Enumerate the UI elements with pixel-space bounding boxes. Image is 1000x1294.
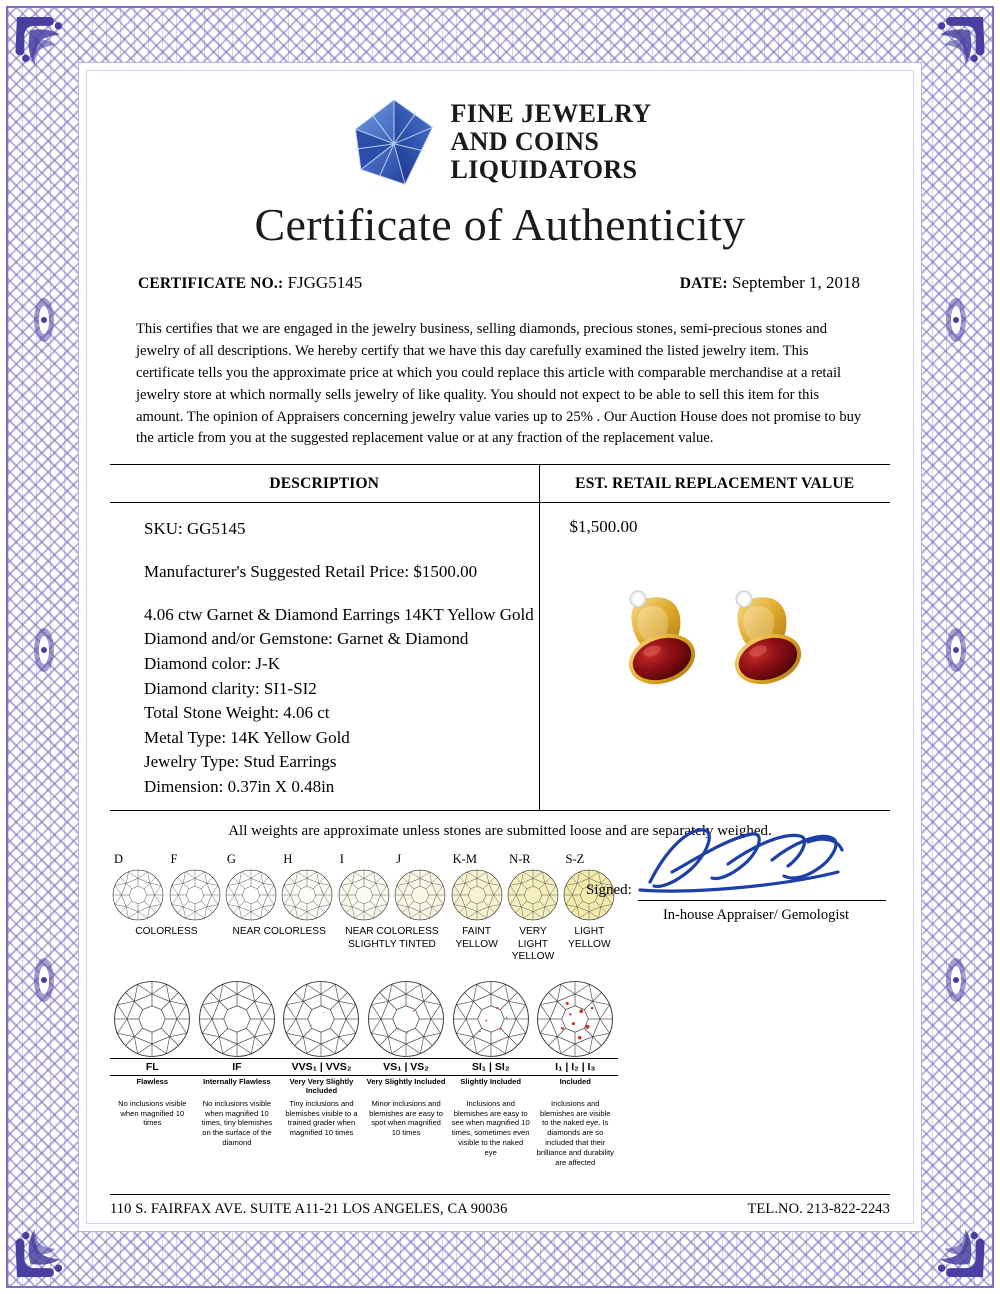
clarity-grade-diamond bbox=[279, 980, 364, 1058]
diamond-illustration-icon bbox=[281, 869, 333, 921]
page-title: Certificate of Authenticity bbox=[254, 199, 746, 250]
color-grade: G bbox=[226, 851, 236, 866]
color-label: FAINT YELLOW bbox=[455, 925, 498, 950]
side-ornament-icon bbox=[936, 950, 976, 1010]
date-value: September 1, 2018 bbox=[732, 273, 860, 292]
corner-ornament-icon bbox=[14, 14, 88, 88]
description-cell bbox=[110, 503, 539, 810]
date-label: DATE: bbox=[679, 275, 728, 292]
color-grade-diamond bbox=[110, 869, 166, 921]
color-grade-diamond bbox=[448, 869, 504, 921]
column-header-value: EST. RETAIL REPLACEMENT VALUE bbox=[539, 465, 890, 503]
clarity-subtitle: Very Slightly Included bbox=[366, 1076, 446, 1086]
detail-line: Total Stone Weight: 4.06 ct bbox=[144, 703, 330, 723]
clarity-stone-row bbox=[110, 980, 618, 1058]
color-grade-diamond bbox=[336, 869, 392, 921]
footer bbox=[110, 1194, 890, 1218]
clarity-grade: FL bbox=[145, 1060, 159, 1073]
color-label: NEAR COLORLESS SLIGHTLY TINTED bbox=[345, 925, 439, 950]
description-table bbox=[110, 465, 890, 809]
grading-scales bbox=[110, 852, 890, 1182]
diamond-illustration-icon bbox=[169, 869, 221, 921]
certificate-content bbox=[100, 82, 900, 1217]
clarity-grade: I₁ | I₂ | I₃ bbox=[555, 1060, 596, 1073]
signature-rule bbox=[638, 899, 886, 901]
column-header-description: DESCRIPTION bbox=[110, 465, 539, 503]
side-ornament-icon bbox=[24, 950, 64, 1010]
color-grade-diamond bbox=[166, 869, 222, 921]
color-grade: K-M bbox=[452, 851, 477, 866]
description-list bbox=[110, 517, 539, 799]
value-cell bbox=[539, 503, 890, 810]
color-grade-letters bbox=[110, 852, 618, 867]
diamond-illustration-icon bbox=[112, 869, 164, 921]
detail-line: Diamond clarity: SI1-SI2 bbox=[144, 678, 317, 698]
detail-line: Diamond and/or Gemstone: Garnet & Diamond bbox=[144, 629, 469, 649]
jewelry-photo bbox=[600, 563, 830, 733]
color-grade: H bbox=[283, 851, 293, 866]
clarity-grade: VVS₁ | VVS₂ bbox=[291, 1060, 352, 1073]
signature-title: In-house Appraiser/ Gemologist bbox=[662, 906, 850, 923]
signature-label: Signed: bbox=[586, 881, 632, 898]
logo-line-1: FINE JEWELRY bbox=[450, 98, 652, 128]
side-ornament-icon bbox=[24, 620, 64, 680]
diamond-illustration-icon bbox=[394, 869, 446, 921]
clarity-subtitle: Flawless bbox=[136, 1076, 169, 1086]
certificate-number-label: CERTIFICATE NO.: bbox=[138, 275, 284, 292]
clarity-description-row bbox=[110, 1097, 618, 1170]
certificate-number bbox=[138, 273, 362, 293]
detail-line: Jewelry Type: Stud Earrings bbox=[144, 752, 337, 772]
color-grade-diamond bbox=[279, 869, 335, 921]
color-grade-diamond bbox=[223, 869, 279, 921]
msrp-text: Manufacturer's Suggested Retail Price: $1500.00 bbox=[144, 561, 478, 581]
diamond-illustration-icon bbox=[507, 869, 559, 921]
clarity-subtitle: Internally Flawless bbox=[203, 1076, 271, 1086]
certificate-date bbox=[680, 273, 860, 293]
certification-statement: This certifies that we are engaged in the jewelry business, selling diamonds, precious stones, semi-precious stones and jewelry of all descriptions. We hereby certify that we have this day carefully examined the listed jewelry item. This certificate tells you the approximate price at which you could replace this article with comparable merchandise at a retail jewelry store at which normally sells jewelry of like quality. You should not expect to be able to sell this item for this amount. The opinion of Appraisers concerning jewelry value varies up to 25% . Our Auction House does not promise to buy the article from you at the suggested replacement value or at any fraction of the replacement value. bbox=[136, 321, 862, 447]
table-row bbox=[110, 503, 890, 810]
clarity-grade: VS₁ | VS₂ bbox=[383, 1060, 429, 1073]
diamond-illustration-icon bbox=[536, 980, 614, 1058]
color-grading-scale bbox=[110, 852, 618, 964]
color-grade: I bbox=[339, 851, 344, 866]
detail-line: 4.06 ctw Garnet & Diamond Earrings 14KT Yellow Gold bbox=[144, 604, 534, 624]
color-grade: D bbox=[114, 851, 124, 866]
diamond-illustration-icon bbox=[338, 869, 390, 921]
footer-phone: TEL.NO. 213-822-2243 bbox=[747, 1201, 890, 1217]
retail-value: $1,500.00 bbox=[569, 517, 638, 537]
detail-line: Dimension: 0.37in X 0.48in bbox=[144, 777, 335, 797]
corner-ornament-icon bbox=[912, 14, 986, 88]
diamond-illustration-icon bbox=[198, 980, 276, 1058]
sku-text: SKU: GG5145 bbox=[144, 519, 246, 539]
clarity-subtitle: Very Very Slightly Included bbox=[289, 1076, 354, 1095]
diamond-illustration-icon bbox=[225, 869, 277, 921]
clarity-grade-diamond bbox=[533, 980, 618, 1058]
diamond-illustration-icon bbox=[367, 980, 445, 1058]
footer-address: 110 S. FAIRFAX AVE. SUITE A11-21 LOS ANGELES, CA 90036 bbox=[110, 1201, 508, 1217]
detail-line: Metal Type: 14K Yellow Gold bbox=[144, 727, 350, 747]
clarity-description: Inclusions and blemishes are visible to the naked eye. Is diamonds are so included that their brilliance and durability are affected bbox=[536, 1098, 614, 1167]
color-scale-labels bbox=[110, 926, 618, 964]
side-ornament-icon bbox=[24, 290, 64, 350]
diamond-illustration-icon bbox=[452, 980, 530, 1058]
clarity-description: No inclusions visible when magnified 10 times bbox=[118, 1098, 187, 1128]
clarity-grade: SI₁ | SI₂ bbox=[471, 1060, 510, 1073]
color-label: LIGHT YELLOW bbox=[568, 925, 611, 950]
table-header-row bbox=[110, 465, 890, 503]
clarity-description: Minor inclusions and blemishes are easy to spot when magnified 10 times bbox=[369, 1098, 444, 1138]
certificate-number-value: FJGG5145 bbox=[287, 273, 363, 292]
side-ornament-icon bbox=[936, 290, 976, 350]
clarity-subtitle: Included bbox=[559, 1076, 591, 1086]
logo-line-2: AND COINS bbox=[450, 126, 600, 156]
color-stone-row bbox=[110, 869, 618, 921]
clarity-grading-scale bbox=[110, 980, 618, 1170]
color-grade: F bbox=[170, 851, 178, 866]
color-grade: J bbox=[396, 851, 402, 866]
signature-line bbox=[586, 882, 886, 901]
clarity-grade-diamond bbox=[110, 980, 195, 1058]
clarity-grade-row bbox=[110, 1058, 618, 1076]
clarity-grade-diamond bbox=[364, 980, 449, 1058]
clarity-description: Inclusions and blemishes are easy to see when magnified 10 times, sometimes even visible to the naked eye bbox=[451, 1098, 530, 1158]
logo-line-3: LIQUIDATORS bbox=[450, 155, 638, 185]
color-label: NEAR COLORLESS bbox=[232, 925, 326, 937]
corner-ornament-icon bbox=[14, 1206, 88, 1280]
color-grade-diamond bbox=[505, 869, 561, 921]
clarity-description: Tiny inclusions and blemishes visible to a trained grader when magnified 10 times bbox=[285, 1098, 358, 1138]
clarity-subtitle-row bbox=[110, 1076, 618, 1097]
clarity-description: No inclusions visible when magnified 10 times, tiny blemishes on the surface of the diamond bbox=[201, 1098, 273, 1148]
clarity-subtitle: Slightly Included bbox=[460, 1076, 522, 1086]
corner-ornament-icon bbox=[912, 1206, 986, 1280]
detail-line: Diamond color: J-K bbox=[144, 653, 280, 673]
certificate-meta bbox=[100, 273, 900, 293]
diamond-illustration-icon bbox=[282, 980, 360, 1058]
company-name bbox=[450, 100, 651, 184]
clarity-grade: IF bbox=[232, 1060, 242, 1073]
diamond-illustration-icon bbox=[113, 980, 191, 1058]
color-grade: N-R bbox=[509, 851, 531, 866]
clarity-grade-diamond bbox=[448, 980, 533, 1058]
color-label: COLORLESS bbox=[135, 925, 198, 937]
signature-block bbox=[586, 882, 886, 924]
company-logo bbox=[100, 92, 900, 192]
clarity-grade-diamond bbox=[195, 980, 280, 1058]
diamond-illustration-icon bbox=[451, 869, 503, 921]
gem-diamond-icon bbox=[348, 96, 440, 188]
color-grade: S-Z bbox=[565, 851, 585, 866]
weights-note: All weights are approximate unless stones are submitted loose and are separately weighed. bbox=[110, 810, 890, 846]
side-ornament-icon bbox=[936, 620, 976, 680]
color-label: VERY LIGHT YELLOW bbox=[511, 925, 555, 963]
color-grade-diamond bbox=[392, 869, 448, 921]
